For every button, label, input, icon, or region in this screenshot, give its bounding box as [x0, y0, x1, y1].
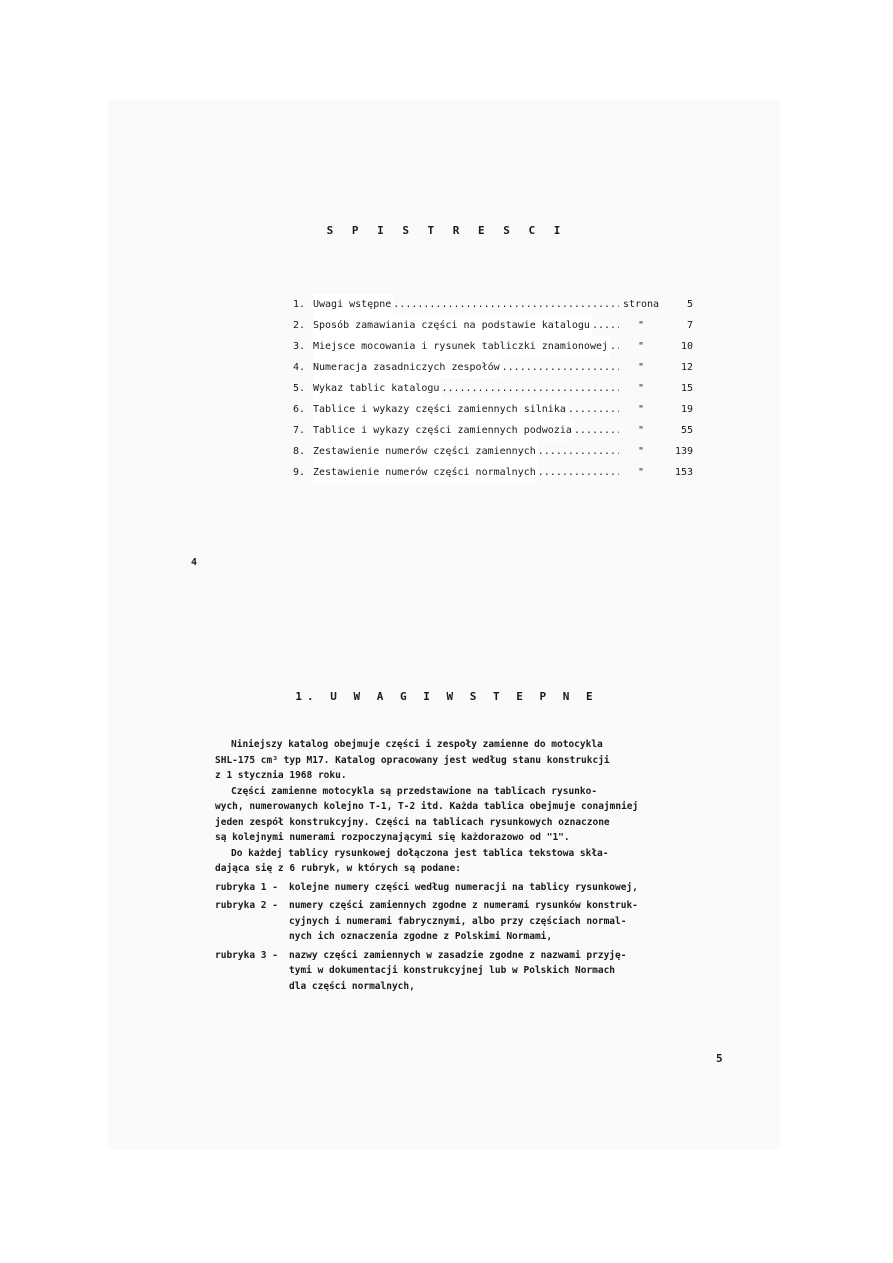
toc-item-number: 2. — [293, 320, 306, 331]
toc-item-page: 5 — [686, 299, 693, 310]
rubryka-label: rubryka 3 - — [215, 949, 278, 961]
text-line: Niniejszy katalog obejmuje części i zespoły zamienne do motocykla — [231, 739, 603, 750]
toc-item — [293, 378, 693, 399]
text-line: nazwy części zamiennych w zasadzie zgodne z nazwami przyję- — [289, 949, 627, 961]
toc-item — [293, 315, 693, 336]
rubryka-text — [289, 898, 685, 945]
toc-item-number: 7. — [293, 425, 306, 436]
toc-item-page: 12 — [680, 362, 693, 373]
toc-item-number: 8. — [293, 446, 306, 457]
rubryka-label: rubryka 2 - — [215, 900, 278, 911]
toc-item-ref: " — [637, 383, 645, 394]
table-of-contents — [293, 294, 693, 483]
text-line: wych, numerowanych kolejno T-1, T-2 itd. Każda tablica obejmuje conajmniej — [215, 801, 639, 812]
section-body — [215, 737, 685, 994]
toc-item-label: Miejsce mocowania i rysunek tabliczki znamionowej ..... — [313, 336, 619, 357]
toc-item-number: 9. — [293, 467, 306, 478]
toc-item-ref: strona — [622, 299, 660, 310]
toc-item — [293, 420, 693, 441]
toc-title: S P I S T R E S C I — [326, 224, 567, 237]
text-line: Części zamienne motocykla są przedstawione na tablicach rysunko- — [231, 785, 598, 797]
toc-item-label: Zestawienie numerów części normalnych ..... — [313, 462, 619, 483]
toc-item-label: Uwagi wstępne ..... — [313, 294, 619, 315]
text-line: nych ich oznaczenia zgodne z Polskimi Normami, — [289, 931, 553, 942]
toc-item — [293, 399, 693, 420]
toc-item — [293, 294, 693, 315]
rubryka-item — [215, 948, 685, 995]
text-line: dla części normalnych, — [289, 980, 415, 992]
text-line: jeden zespół konstrukcyjny. Części na tablicach rysunkowych oznaczone — [215, 816, 610, 828]
toc-item-number: 6. — [293, 404, 306, 415]
toc-item-page: 15 — [680, 383, 693, 394]
toc-item-ref: " — [637, 320, 645, 331]
toc-item-page: 19 — [680, 404, 693, 415]
page-number: 5 — [716, 1052, 723, 1065]
toc-item — [293, 336, 693, 357]
text-line: dająca się z 6 rubryk, w których są podane: — [215, 863, 461, 874]
toc-item-ref: " — [637, 446, 645, 457]
rubryka-text — [289, 880, 685, 896]
toc-item-ref: " — [637, 404, 645, 415]
text-line: kolejne numery części według numeracji na tablicy rysunkowej, — [289, 881, 638, 893]
toc-item-page: 7 — [686, 320, 693, 331]
toc-item-page: 10 — [680, 341, 693, 352]
rubryka-item — [215, 898, 685, 945]
toc-item-label: Sposób zamawiania części na podstawie katalogu ..... — [313, 315, 619, 336]
toc-item — [293, 462, 693, 483]
toc-item — [293, 357, 693, 378]
text-line: Do każdej tablicy rysunkowej dołączona jest tablica tekstowa skła- — [231, 847, 609, 859]
toc-item-ref: " — [637, 362, 645, 373]
toc-item-label: Tablice i wykazy części zamiennych podwozia ..... — [313, 420, 619, 441]
toc-item-page: 55 — [680, 425, 693, 436]
toc-item-ref: " — [637, 341, 645, 352]
toc-item-ref: " — [637, 425, 645, 436]
toc-item-number: 1. — [293, 299, 306, 310]
paragraph — [215, 784, 685, 846]
margin-mark: 4 — [191, 557, 198, 568]
toc-item-number: 3. — [293, 341, 306, 352]
text-line: cyjnych i numerami fabrycznymi, albo przy częściach normal- — [289, 915, 627, 927]
rubryka-text — [289, 948, 685, 995]
text-line: są kolejnymi numerami rozpoczynającymi się każdorazowo od "1". — [215, 832, 570, 843]
text-line: z 1 stycznia 1968 roku. — [215, 770, 347, 781]
paragraph — [215, 846, 685, 877]
toc-item-label: Tablice i wykazy części zamiennych silnika ..... — [313, 399, 619, 420]
paragraph — [215, 737, 685, 784]
toc-item-page: 139 — [674, 446, 693, 457]
toc-item-label: Zestawienie numerów części zamiennych ..... — [313, 441, 619, 462]
toc-item — [293, 441, 693, 462]
toc-item-ref: " — [637, 467, 645, 478]
toc-item-label: Numeracja zasadniczych zespołów ..... — [313, 357, 619, 378]
toc-item-number: 5. — [293, 383, 306, 394]
toc-item-number: 4. — [293, 362, 306, 373]
section-title: 1. U W A G I W S T E P N E — [295, 690, 598, 703]
toc-item-label: Wykaz tablic katalogu ..... — [313, 378, 619, 399]
text-line: numery części zamiennych zgodne z numerami rysunków konstruk- — [289, 900, 638, 911]
text-line: SHL-175 cm³ typ M17. Katalog opracowany jest według stanu konstrukcji — [215, 754, 610, 766]
rubryka-item — [215, 880, 685, 896]
text-line: tymi w dokumentacji konstrukcyjnej lub w Polskich Normach — [289, 965, 616, 976]
toc-item-page: 153 — [674, 467, 693, 478]
rubryka-label: rubryka 1 - — [215, 881, 278, 893]
